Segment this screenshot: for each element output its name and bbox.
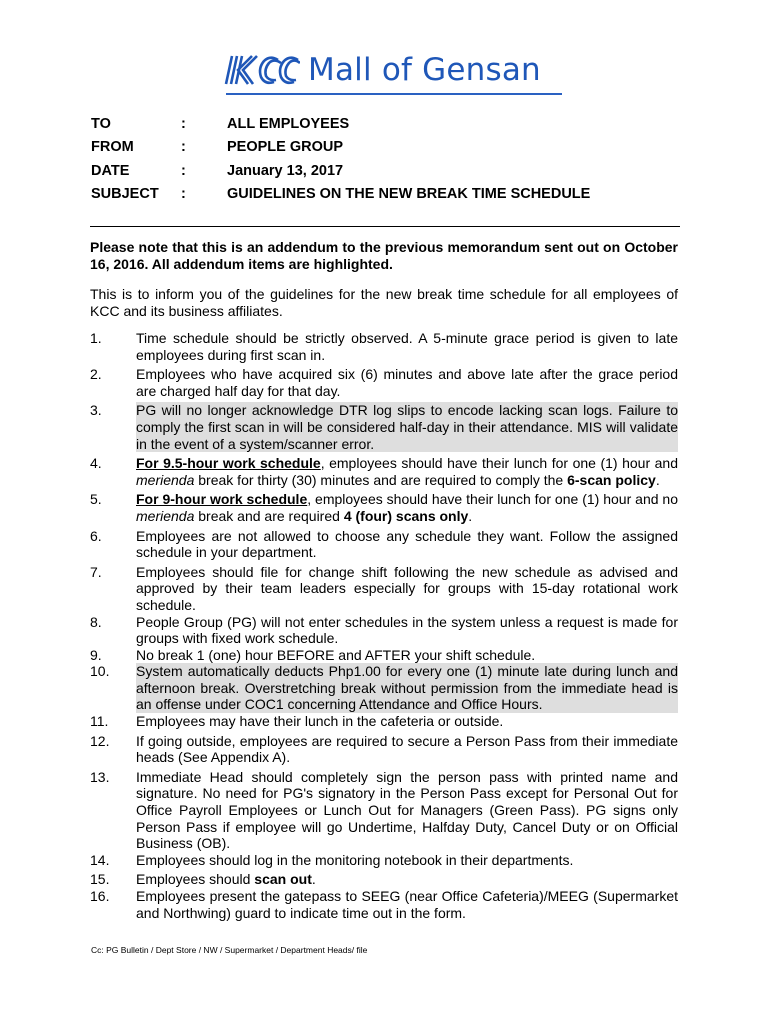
item-number: 2. [90, 366, 102, 383]
memo-date-row [91, 159, 590, 183]
memo-label: FROM [91, 139, 134, 156]
item-number: 1. [90, 330, 102, 346]
item-number: 9. [90, 646, 102, 663]
item-number: 3. [90, 402, 102, 419]
list-item [90, 647, 678, 664]
item-number: 13. [90, 768, 110, 785]
memo-label: DATE [91, 162, 130, 179]
logo-brand-text: Mall of Gensan [308, 52, 541, 88]
addendum-notice: Please note that this is an addendum to the previous memorandum sent out on October 16, 2016. All addendum items are highlighted. [90, 239, 678, 272]
item-text: For 9.5-hour work schedule, employees should have their lunch for one (1) hour and merienda break for thirty (30) minutes and are required to comply the 6-scan policy. [136, 455, 678, 488]
item-number: 10. [90, 663, 110, 680]
list-item [90, 491, 678, 524]
intro-paragraph: This is to inform you of the guidelines for the new break time schedule for all employees of KCC and its business affiliates. [90, 286, 678, 319]
list-item [90, 366, 678, 399]
memo-colon: : [181, 115, 186, 132]
item-text: For 9-hour work schedule, employees should have their lunch for one (1) hour and no merienda break and are required 4 (four) scans only. [136, 491, 679, 524]
item-number: 7. [90, 563, 102, 580]
list-item [90, 713, 678, 730]
list-item [90, 769, 678, 852]
list-item-highlighted [90, 402, 678, 452]
memo-label: TO [91, 115, 111, 132]
item-number: 16. [90, 888, 110, 904]
memo-to-value: ALL EMPLOYEES [227, 115, 350, 132]
memo-from-value: PEOPLE GROUP [227, 139, 344, 156]
item-number: 14. [90, 851, 110, 868]
list-item [90, 614, 678, 647]
list-item [90, 455, 678, 488]
item-text: Immediate Head should completely sign the person pass with printed name and signature. No need for PG's signatory in the Person Pass except for Personal Out for Office Payroll Employees or Lunch Out for Managers (Green Pass). PG signs only Person Pass if employee will go Undertime, Halfday Duty, Cancel Duty or on Official Business (OB). [136, 768, 678, 852]
memo-subject-value: GUIDELINES ON THE NEW BREAK TIME SCHEDULE [227, 186, 591, 203]
item-text: System automatically deducts Php1.00 for every one (1) minute late during lunch and afternoon break. Overstretching break without permission from the immediate head is an offense under COC1 concerning Attendance and Office Hours. [136, 663, 678, 713]
item-text: Employees are not allowed to choose any schedule they want. Follow the assigned schedule in your department. [136, 527, 678, 561]
item-lead: For 9-hour work schedule [136, 491, 308, 508]
memo-colon: : [181, 139, 186, 156]
list-item [90, 733, 678, 766]
memo-subject-row [91, 183, 590, 207]
guidelines-list [90, 330, 678, 921]
item-text: Employees present the gatepass to SEEG (near Office Cafeteria)/MEEG (Supermarket and Northwing) guard to indicate time out in the form. [136, 888, 678, 921]
item-number: 6. [90, 527, 102, 544]
memo-colon: : [181, 186, 186, 203]
cc-footer: Cc: PG Bulletin / Dept Store / NW / Supermarket / Department Heads/ file [91, 945, 368, 955]
memo-colon: : [181, 162, 186, 179]
item-number: 11. [90, 713, 109, 730]
item-text: PG will no longer acknowledge DTR log slips to encode lacking scan logs. Failure to comply the first scan in will be considered half-day in their attendance. MIS will validate in the event of a system/scanner error. [136, 402, 678, 452]
list-item [90, 564, 678, 614]
memo-from-row [91, 136, 590, 160]
item-text: Employees may have their lunch in the cafeteria or outside. [136, 713, 504, 730]
logo-underline [226, 93, 562, 95]
item-text: Employees should scan out. [136, 871, 316, 888]
kcc-logo [218, 50, 541, 90]
item-number: 15. [90, 871, 110, 888]
item-text: Employees should file for change shift following the new schedule as advised and approved by their team leaders especially for groups with 15-day rotational work schedule. [136, 563, 678, 613]
list-item [90, 871, 678, 888]
memo-header [91, 112, 590, 206]
list-item [90, 852, 678, 869]
memo-to-row [91, 112, 590, 136]
list-item [90, 888, 678, 921]
list-item-highlighted [90, 663, 678, 713]
kcc-logo-mark-icon [218, 52, 300, 88]
item-text: People Group (PG) will not enter schedules in the system unless a request is made for groups with fixed work schedule. [136, 613, 678, 647]
item-text: Time schedule should be strictly observed. A 5-minute grace period is given to late employees during first scan in. [136, 330, 678, 363]
item-text: If going outside, employees are required to secure a Person Pass from their immediate heads (See Appendix A). [136, 732, 678, 766]
item-number: 12. [90, 732, 110, 749]
memo-label: SUBJECT [91, 186, 159, 203]
header-divider [90, 226, 680, 227]
list-item [90, 528, 678, 561]
item-lead: For 9.5-hour work schedule [136, 455, 321, 472]
list-item [90, 330, 678, 363]
item-number: 4. [90, 455, 102, 472]
item-text: Employees who have acquired six (6) minutes and above late after the grace period are charged half day for that day. [136, 366, 678, 399]
item-text: No break 1 (one) hour BEFORE and AFTER your shift schedule. [136, 646, 536, 663]
memo-date-value: January 13, 2017 [227, 162, 344, 179]
item-text: Employees should log in the monitoring notebook in their departments. [136, 851, 574, 868]
item-number: 5. [90, 491, 102, 508]
item-number: 8. [90, 613, 102, 630]
